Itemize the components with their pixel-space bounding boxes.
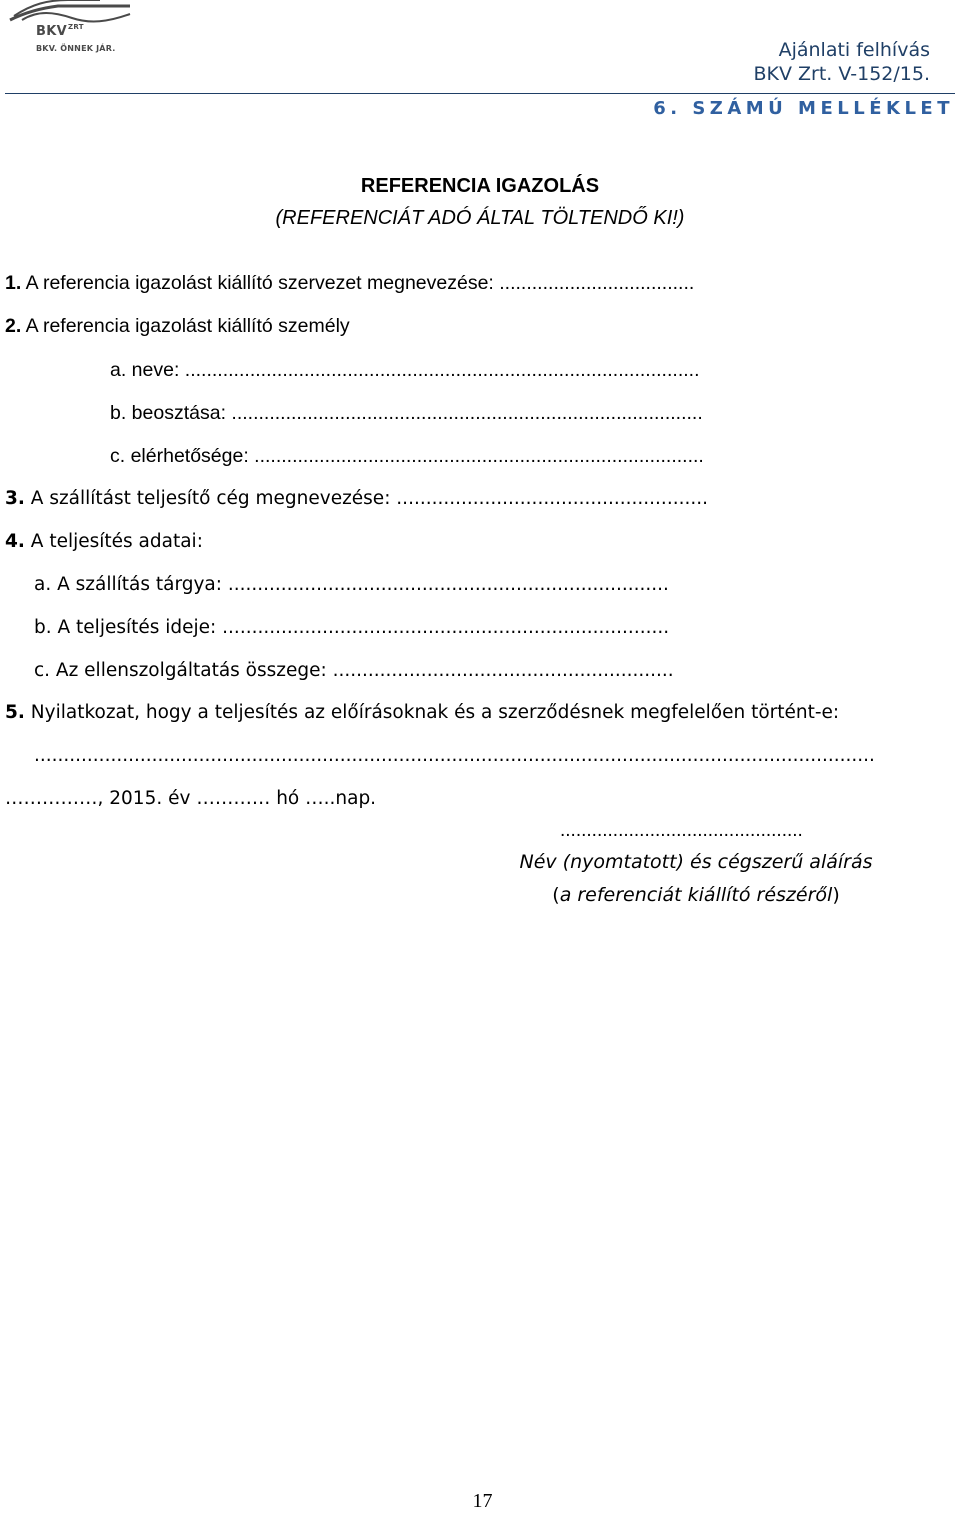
header-reference [753, 38, 930, 86]
header-rule [5, 93, 955, 94]
page-number: 17 [472, 1490, 493, 1512]
item-2: 2. A referencia igazolást kiállító személy [5, 315, 350, 337]
item-4c: c. Az ellenszolgáltatás összege: .......................................................... [34, 660, 674, 681]
item-2b: b. beosztása: ....................................................................................... [110, 402, 703, 424]
signature-subcaption: (a referenciát kiállító részéről) [552, 884, 840, 906]
header-ref-number: BKV Zrt. V-152/15. [753, 63, 930, 85]
item-4b: b. A teljesítés ideje: ............................................................................ [34, 617, 670, 638]
date-line: ……………, 2015. év ………… hó …..nap. [5, 788, 377, 809]
item-4: 4. A teljesítés adatai: [5, 531, 203, 552]
item-2a: a. neve: ............................................................................................... [110, 359, 700, 381]
item-4a: a. A szállítás tárgya: ........................................................................... [34, 574, 669, 595]
document-subtitle: (REFERENCIÁT ADÓ ÁLTAL TÖLTENDŐ KI!) [275, 207, 685, 229]
item-5: 5. Nyilatkozat, hogy a teljesítés az előírásoknak és a szerződésnek megfelelően történt-e: [5, 702, 840, 723]
item-5-dots: ............................................................................................................................................... [34, 745, 875, 766]
bkv-logo [8, 0, 133, 60]
signature-caption: Név (nyomtatott) és cégszerű aláírás [519, 851, 873, 873]
logo-brand: $BKV^{ZRT}$ [36, 23, 84, 39]
logo-slogan: BKV. ÖNNEK JÁR. [36, 44, 116, 53]
annex-label: 6. SZÁMÚ MELLÉKLET [653, 98, 954, 119]
item-1: 1. A referencia igazolást kiállító szervezet megnevezése: .................................... [5, 272, 695, 294]
document-title: REFERENCIA IGAZOLÁS [360, 175, 600, 197]
item-3: 3. A szállítást teljesítő cég megnevezése: ..................................................... [5, 488, 708, 509]
signature-line: .............................................. [560, 820, 803, 841]
item-2c: c. elérhetősége: ................................................................................... [110, 445, 704, 467]
header-title: Ajánlati felhívás [778, 39, 930, 61]
